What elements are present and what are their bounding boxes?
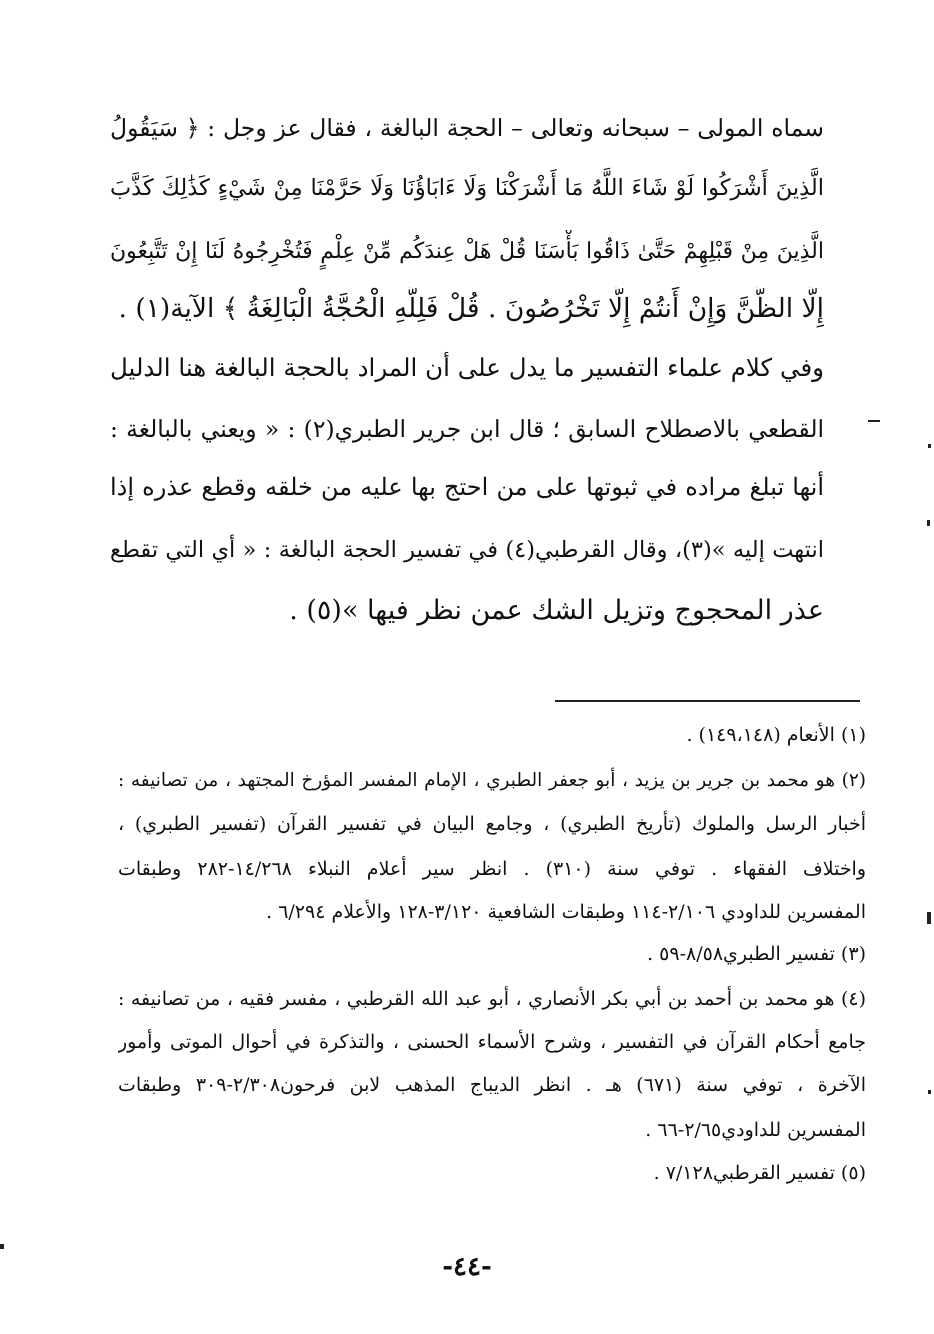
footnote-line: (١) الأنعام (١٤٩،١٤٨) . <box>686 724 866 746</box>
footnote-line: المفسرين للداودي٢/٦٥-٦٦ . <box>645 1119 866 1141</box>
scan-mark <box>868 420 880 422</box>
footnote-line: واختلاف الفقهاء . توفي سنة (٣١٠) . انظر سير أعلام النبلاء ١٤/٢٦٨-٢٨٢ وطبقات <box>118 858 866 880</box>
footnote-line: (٤) هو محمد بن أحمد بن أبي بكر الأنصاري ، أبو عبد الله القرطبي ، مفسر فقيه ، من تصانيفه : <box>118 988 866 1010</box>
main-text-line: عذر المحجوج وتزيل الشك عمن نظر فيها »(٥) . <box>289 595 824 626</box>
page-number: -٤٤- <box>442 1252 492 1282</box>
footnote-line: المفسرين للداودي ٢/١٠٦-١١٤ وطبقات الشافعية ٣/١٢٠-١٢٨ والأعلام ٦/٢٩٤ . <box>266 901 866 923</box>
footnote-separator <box>555 700 860 702</box>
main-text-line: سماه المولى – سبحانه وتعالى – الحجة البالغة ، فقال عز وجل : ﴿ سَيَقُولُ <box>110 114 824 142</box>
footnote-line: الآخرة ، توفي سنة (٦٧١) هـ . انظر الديباج المذهب لابن فرحون٢/٣٠٨-٣٠٩ وطبقات <box>118 1074 866 1096</box>
footnote-line: جامع أحكام القرآن في التفسير ، وشرح الأسماء الحسنى ، والتذكرة في أحوال الموتى وأمور <box>118 1031 866 1053</box>
scan-mark <box>928 1090 931 1094</box>
main-text-line: أنها تبلغ مراده في ثبوتها على من احتج بها عليه من خلقه وقطع عذره إذا <box>110 473 824 501</box>
main-text-line: الَّذِينَ أَشْرَكُوا لَوْ شَاءَ اللَّهُ مَا أَشْرَكْنَا وَلَا ءَابَاؤُنَا وَلَا حَرَّمْنَا مِنْ شَيْءٍ كَذَٰلِكَ كَذَّبَ <box>110 175 824 201</box>
scan-mark <box>0 1244 4 1249</box>
scan-mark <box>928 444 931 448</box>
scan-mark <box>927 520 930 526</box>
main-text-line: وفي كلام علماء التفسير ما يدل على أن المراد بالحجة البالغة هنا الدليل <box>110 353 824 382</box>
scan-mark <box>927 912 931 924</box>
footnote-line: (٢) هو محمد بن جرير بن يزيد ، أبو جعفر الطبري ، الإمام المفسر المؤرخ المجتهد ، من تصانيفه : <box>118 770 866 791</box>
main-text-line: القطعي بالاصطلاح السابق ؛ قال ابن جرير الطبري(٢) : « ويعني بالبالغة : <box>110 415 824 443</box>
footnote-line: أخبار الرسل والملوك (تأريخ الطبري) ، وجامع البيان في تفسير القرآن (تفسير الطبري) ، <box>118 813 866 835</box>
footnote-line: (٣) تفسير الطبري٨/٥٨-٥٩ . <box>647 943 866 965</box>
main-text-line: الَّذِينَ مِنْ قَبْلِهِمْ حَتَّىٰ ذَاقُوا بَأْسَنَا قُلْ هَلْ عِندَكُم مِّنْ عِلْمٍ فَتُخْرِجُوهُ لَنَا إِنْ تَتَّبِعُونَ <box>110 239 824 264</box>
footnote-line: (٥) تفسير القرطبي٧/١٢٨ . <box>653 1162 866 1184</box>
main-text-line: إِلَّا الظَّنَّ وَإِنْ أَنتُمْ إِلَّا تَخْرُصُونَ . قُلْ فَلِلَّهِ الْحُجَّةُ الْبَالِغَةُ ﴾ الآية(١) . <box>118 293 824 324</box>
main-text-line: انتهت إليه »(٣)، وقال القرطبي(٤) في تفسير الحجة البالغة : « أي التي تقطع <box>110 537 824 563</box>
